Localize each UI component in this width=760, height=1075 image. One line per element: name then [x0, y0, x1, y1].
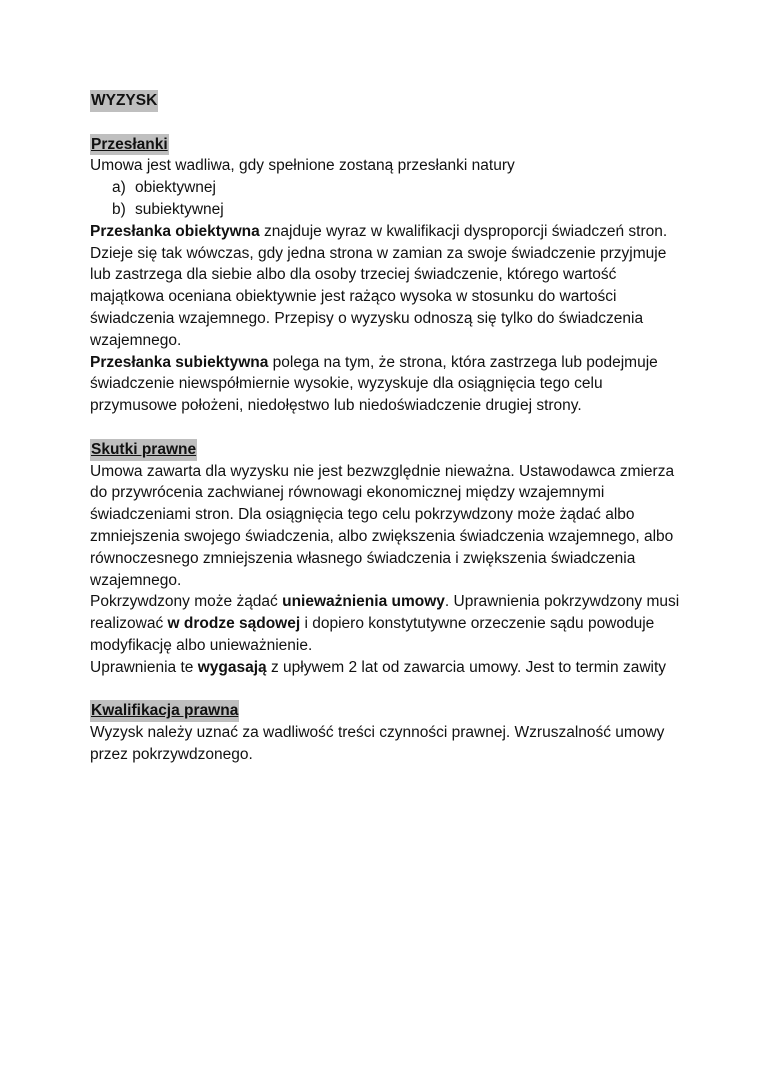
paragraph-text: z upływem 2 lat od zawarcia umowy. Jest to termin zawity — [266, 658, 667, 676]
section-heading: Kwalifikacja prawna — [90, 700, 239, 722]
paragraph — [90, 352, 680, 417]
spacer — [90, 679, 680, 701]
paragraph — [90, 221, 680, 352]
document-title: WYZYSK — [90, 90, 158, 112]
paragraph: Umowa jest wadliwa, gdy spełnione zostaną przesłanki natury — [90, 157, 515, 175]
list-item — [90, 199, 680, 221]
list-marker: b) — [112, 200, 126, 218]
paragraph-text: znajduje wyraz w kwalifikacji dysproporcji świadczeń stron. Dzieje się tak wówczas, gdy jedna strona w zamian za swoje świadczenie przyjmuje lub zastrzega dla siebie albo dla osoby trzeciej świadczenie, którego wartość majątkowa oceniana obiektywnie jest rażąco wysoka w stosunku do wartości świadczenia wzajemnego. Przepisy o wyzysku odnoszą się tylko do świadczenia wzajemnego. — [90, 222, 668, 349]
bold-term: wygasają — [197, 658, 267, 676]
section-heading: Przesłanki — [90, 134, 169, 156]
paragraph — [90, 657, 680, 679]
condition-list — [90, 177, 680, 221]
section-skutki-prawne — [90, 439, 680, 679]
paragraph — [90, 591, 680, 656]
list-item-text: subiektywnej — [135, 200, 224, 218]
paragraph-text: Uprawnienia te — [90, 658, 198, 676]
bold-term: Przesłanka obiektywna — [90, 222, 260, 240]
document-page — [90, 90, 680, 766]
spacer — [90, 112, 680, 134]
bold-term: w drodze sądowej — [167, 615, 301, 633]
paragraph: Umowa zawarta dla wyzysku nie jest bezwzględnie nieważna. Ustawodawca zmierza do przywrócenia zachwianej równowagi ekonomicznej między wzajemnymi świadczeniami stron. Dla osiągnięcia tego celu pokrzywdzony może żądać albo zmniejszenia swojego świadczenia, albo zwiększenia świadczenia wzajemnego, albo równoczesnego zmniejszenia własnego świadczenia i zwiększenia świadczenia wzajemnego. — [90, 462, 675, 589]
section-kwalifikacja-prawna — [90, 700, 680, 765]
list-item — [90, 177, 680, 199]
paragraph: Wyzysk należy uznać za wadliwość treści czynności prawnej. Wzruszalność umowy przez pokrzywdzonego. — [90, 724, 665, 763]
section-heading: Skutki prawne — [90, 439, 197, 461]
document-title-row — [90, 90, 680, 112]
bold-term: unieważnienia umowy — [282, 593, 445, 611]
spacer — [90, 417, 680, 439]
paragraph-text: . Uprawnienia pokrzywdzony musi realizować — [90, 593, 680, 633]
paragraph-text: polega na tym, że strona, która zastrzega lub podejmuje świadczenie niewspółmiernie wysokie, wyzyskuje dla osiągnięcia tego celu przymusowe położeni, niedołęstwo lub niedoświadczenie drugiej strony. — [90, 353, 658, 415]
paragraph-text: i dopiero konstytutywne orzeczenie sądu powoduje modyfikację albo unieważnienie. — [90, 615, 655, 654]
list-marker: a) — [112, 179, 126, 197]
section-przeslanki — [90, 134, 680, 417]
paragraph-text: Pokrzywdzony może żądać — [90, 593, 283, 611]
bold-term: Przesłanka subiektywna — [90, 353, 269, 371]
list-item-text: obiektywnej — [135, 179, 216, 197]
